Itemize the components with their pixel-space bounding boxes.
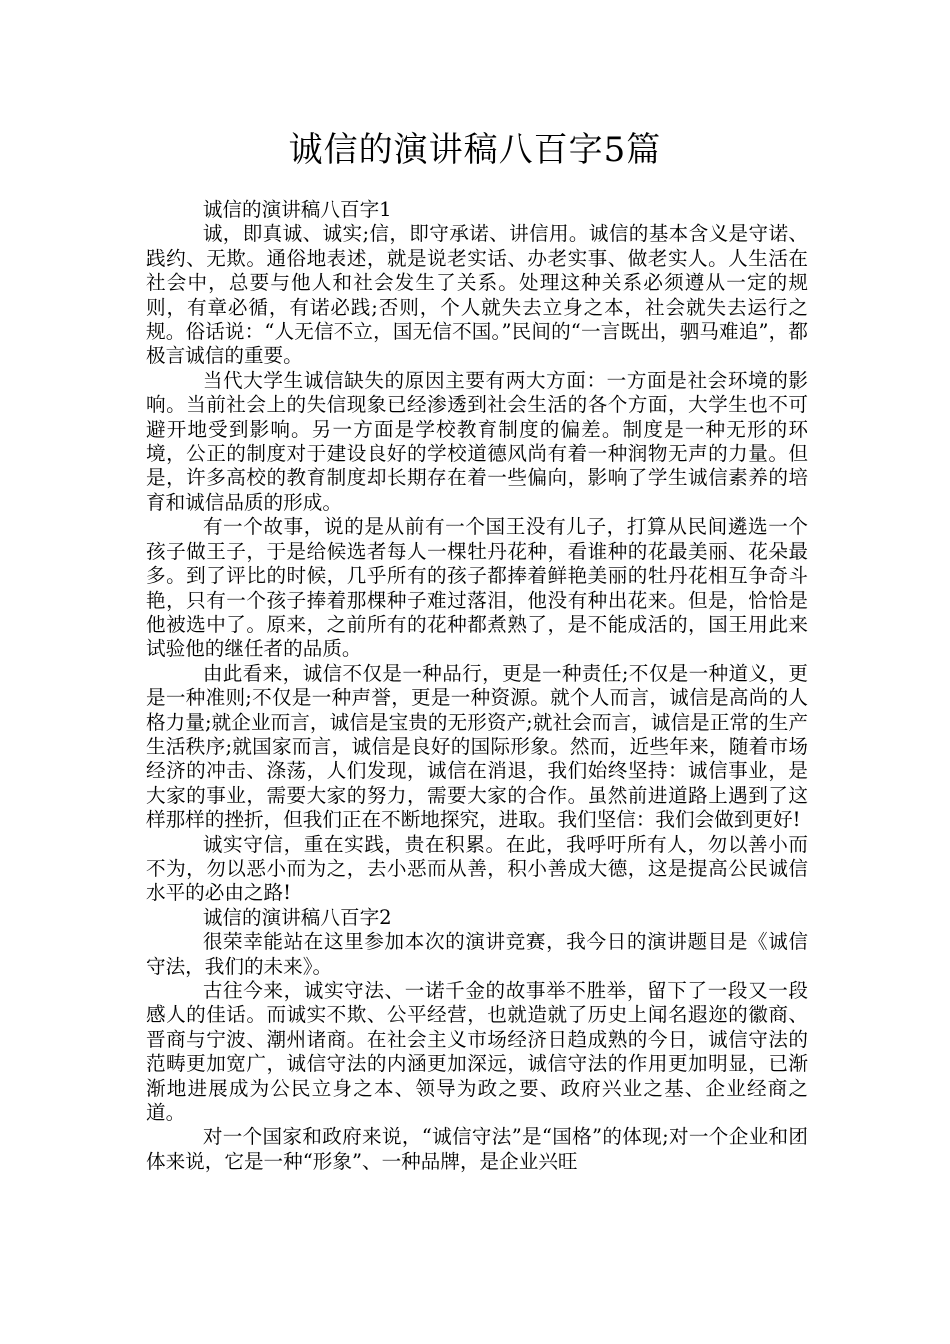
section-heading-2: 诚信的演讲稿八百字2 [202, 905, 392, 929]
section-heading-1: 诚信的演讲稿八百字1 [202, 198, 392, 221]
paragraph: 对一个国家和政府来说，“诚信守法”是“国格”的体现;对一个企业和团体来说，它是一种“形象”、一种品牌，是企业兴旺 [146, 1125, 808, 1173]
paragraph: 当代大学生诚信缺失的原因主要有两大方面：一方面是社会环境的影响。当前社会上的失信现象已经渗透到社会生活的各个方面，大学生也不可避开地受到影响。另一方面是学校教育制度的偏差。制度是一种无形的环境，公正的制度对于建设良好的学校道德风尚有着一种润物无声的力量。但是，许多高校的教育制度却长期存在着一些偏向，影响了学生诚信素养的培育和诚信品质的形成。 [146, 368, 808, 514]
paragraph: 由此看来，诚信不仅是一种品行，更是一种责任;不仅是一种道义，更是一种准则;不仅是一种声誉，更是一种资源。就个人而言，诚信是高尚的人格力量;就企业而言，诚信是宝贵的无形资产;就社会而言，诚信是正常的生产生活秩序;就国家而言，诚信是良好的国际形象。然而，近些年来，随着市场经济的冲击、涤荡，人们发现，诚信在消退，我们始终坚持：诚信事业，是大家的事业，需要大家的努力，需要大家的合作。虽然前进道路上遇到了这样那样的挫折，但我们正在不断地探究，进取。我们坚信：我们会做到更好! [146, 661, 808, 832]
paragraph: 古往今来，诚实守法、一诺千金的故事举不胜举，留下了一段又一段感人的佳话。而诚实不欺、公平经营，也就造就了历史上闻名遐迩的徽商、晋商与宁波、潮州诸商。在社会主义市场经济日趋成熟的今日，诚信守法的范畴更加宽广，诚信守法的内涵更加深远，诚信守法的作用更加明显，已渐渐地进展成为公民立身之本、领导为政之要、政府兴业之基、企业经商之道。 [146, 979, 808, 1125]
paragraph: 很荣幸能站在这里参加本次的演讲竞赛，我今日的演讲题目是《诚信守法，我们的未来》。 [146, 930, 808, 978]
paragraph: 诚，即真诚、诚实;信，即守承诺、讲信用。诚信的基本含义是守诺、践约、无欺。通俗地表述，就是说老实话、办老实事、做老实人。人生活在社会中，总要与他人和社会发生了关系。处理这种关系必须遵从一定的规则，有章必循，有诺必践;否则，个人就失去立身之本，社会就失去运行之规。俗话说：“人无信不立，国无信不国。”民间的“一言既出，驷马难追”，都极言诚信的重要。 [146, 222, 808, 368]
paragraph: 诚实守信，重在实践，贵在积累。在此，我呼吁所有人，勿以善小而不为，勿以恶小而为之，去小恶而从善，积小善成大德，这是提高公民诚信水平的必由之路! [146, 832, 808, 905]
document-title: 诚信的演讲稿八百字5篇 [288, 130, 662, 170]
paragraph: 有一个故事，说的是从前有一个国王没有儿子，打算从民间遴选一个孩子做王子，于是给候选者每人一棵牡丹花种，看谁种的花最美丽、花朵最多。到了评比的时候，几乎所有的孩子都捧着鲜艳美丽的牡丹花相互争奇斗艳，只有一个孩子捧着那棵种子难过落泪，他没有种出花来。但是，恰恰是他被选中了。原来，之前所有的花种都煮熟了，是不能成活的，国王用此来试验他的继任者的品质。 [146, 515, 808, 661]
document-body [146, 198, 808, 1174]
